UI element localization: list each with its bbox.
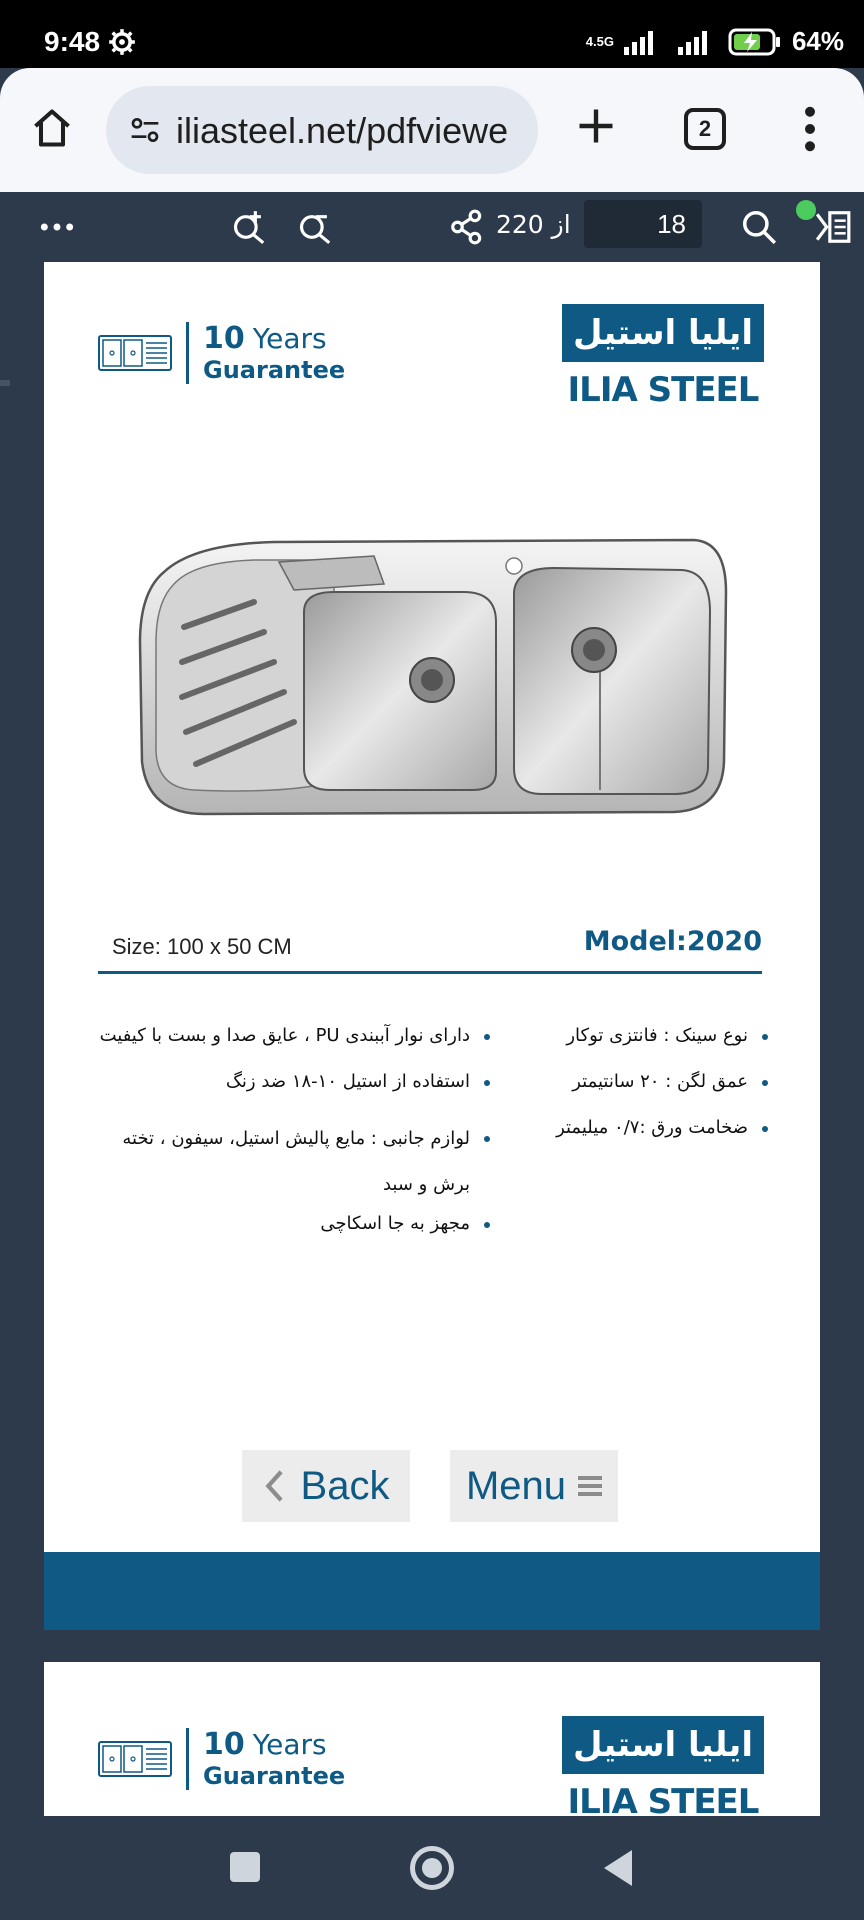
pdf-next-page	[44, 1662, 820, 1816]
system-nav-bar	[0, 1816, 864, 1920]
more-menu-icon[interactable]	[38, 208, 76, 246]
scroll-marker	[0, 380, 10, 386]
guarantee-badge	[98, 322, 345, 384]
sidebar-toggle-icon[interactable]	[814, 208, 852, 246]
home-icon[interactable]	[30, 106, 74, 150]
home-button[interactable]	[410, 1846, 454, 1890]
guarantee-label: Guarantee	[203, 1761, 346, 1790]
page-footer-band	[44, 1552, 820, 1630]
zoom-in-icon[interactable]	[230, 208, 268, 246]
signal-icon	[624, 29, 668, 55]
sink-product-image	[134, 532, 730, 822]
guarantee-number: 10	[203, 321, 245, 356]
guarantee-years: Years	[252, 1728, 327, 1761]
chevron-left-icon	[263, 1469, 285, 1503]
spec-item: دارای نوار آببندی PU ، عایق صدا و بست با کیفیت	[94, 1024, 490, 1048]
status-bar	[0, 0, 864, 68]
page-number-input[interactable]: 18	[584, 200, 702, 248]
url-text: iliasteel.net/pdfviewe	[176, 110, 509, 151]
guarantee-divider	[186, 322, 189, 384]
back-button[interactable]	[242, 1450, 410, 1522]
title-underline	[98, 971, 762, 974]
double-sink-icon	[98, 335, 172, 371]
page-total: از 220	[496, 210, 571, 239]
brand-logo-en: ILIA STEEL	[567, 1782, 759, 1816]
new-tab-icon[interactable]	[574, 104, 618, 148]
network-type: 4.5G	[585, 34, 614, 49]
brand-logo	[562, 304, 764, 410]
back-triangle-icon[interactable]	[602, 1848, 634, 1888]
hamburger-icon	[578, 1475, 602, 1497]
spec-item: عمق لگن : ۲۰ سانتیمتر	[530, 1070, 768, 1094]
brand-logo-fa: ایلیا استیل	[562, 1716, 764, 1774]
spec-item: استفاده از استیل ۱۰-۱۸ ضد زنگ	[94, 1070, 490, 1094]
guarantee-years: Years	[252, 322, 327, 355]
tab-switcher-button[interactable]: 2	[684, 108, 726, 150]
back-button-label: Back	[300, 1463, 390, 1508]
battery-level: 64%	[791, 26, 844, 56]
menu-button[interactable]	[450, 1450, 618, 1522]
double-sink-icon	[98, 1741, 172, 1777]
guarantee-text	[203, 322, 345, 384]
spec-item: مجهز به جا اسکاچی	[94, 1212, 490, 1236]
product-model: Model:2020	[583, 926, 762, 957]
specs-left-column	[94, 1024, 490, 1258]
zoom-out-icon[interactable]	[296, 208, 334, 246]
menu-button-label: Menu	[465, 1463, 567, 1508]
spec-item: لوازم جانبی : مایع پالیش استیل، سیفون ، تخته برش و سبد	[94, 1116, 490, 1208]
guarantee-text	[203, 1728, 345, 1790]
search-icon[interactable]	[740, 208, 778, 246]
share-icon[interactable]	[448, 208, 486, 246]
guarantee-divider	[186, 1728, 189, 1790]
notification-dot	[796, 200, 816, 220]
status-time: 9:48	[44, 26, 101, 57]
brand-logo	[562, 1716, 764, 1816]
pdf-page	[44, 262, 820, 1630]
brand-logo-fa: ایلیا استیل	[562, 304, 764, 362]
guarantee-label: Guarantee	[203, 355, 346, 384]
signal-icon-2	[678, 29, 718, 55]
specs-right-column	[530, 1024, 768, 1162]
product-size: Size: 100 x 50 CM	[112, 934, 292, 959]
more-options-icon[interactable]	[800, 106, 820, 152]
address-bar[interactable]	[106, 86, 538, 174]
battery-charging-icon	[728, 28, 782, 56]
settings-gear-icon	[108, 28, 136, 56]
spec-item: ضخامت ورق :۰/۷ میلیمتر	[530, 1116, 768, 1140]
guarantee-number: 10	[203, 1727, 245, 1762]
brand-logo-en: ILIA STEEL	[567, 370, 759, 410]
recents-button[interactable]	[230, 1852, 260, 1882]
site-settings-icon[interactable]	[128, 114, 162, 146]
browser-toolbar	[0, 68, 864, 192]
spec-item: نوع سینک : فانتزی توکار	[530, 1024, 768, 1048]
guarantee-badge	[98, 1728, 345, 1790]
pdf-toolbar	[0, 192, 864, 262]
